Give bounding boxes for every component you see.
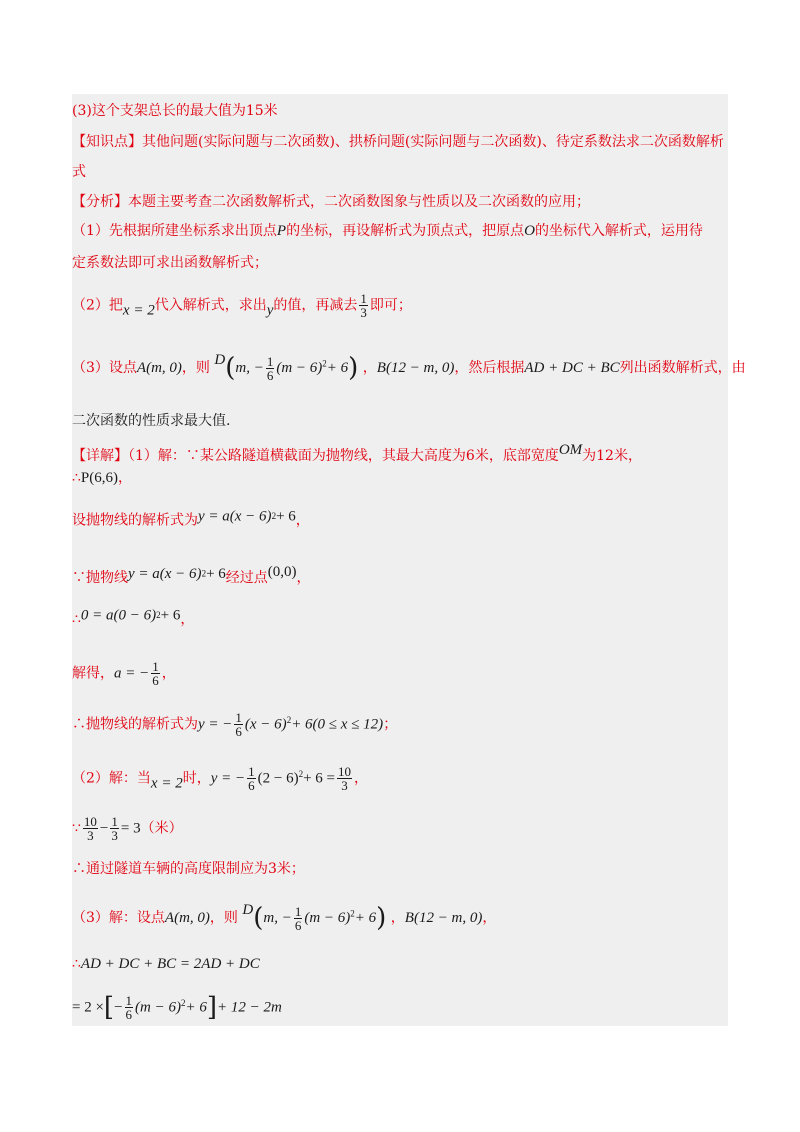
text: ， (161, 665, 176, 682)
exponent: 2 (156, 610, 161, 620)
denominator: 6 (266, 367, 274, 383)
denominator: 6 (125, 1007, 133, 1023)
math-expr: 0 = a(0 − 6) (80, 607, 157, 624)
exponent: 2 (201, 568, 207, 579)
fraction-one-sixth (266, 355, 275, 382)
text: ，则 (209, 910, 238, 926)
text: ， (295, 512, 310, 529)
math-expr: AD + DC + BC = 2AD + DC (80, 956, 260, 972)
math-expr: y = − (198, 716, 233, 733)
text: 经过点 (225, 570, 268, 586)
math-expr: y = a(x − 6) (128, 566, 202, 582)
math-expr: (x − 6) (244, 716, 287, 733)
math-P: P (276, 223, 287, 239)
math-point-B: B(12 − m, 0) (404, 910, 483, 926)
numerator: 10 (83, 814, 97, 829)
analysis-step-3 (72, 350, 746, 382)
math-expr: + 6 (206, 566, 226, 582)
math-expr: − (99, 820, 109, 837)
math-point-D: D (242, 902, 254, 918)
analysis-step-1-cont (72, 253, 268, 273)
math-expr: + 6 (276, 508, 296, 525)
denominator: 3 (360, 305, 367, 320)
detail-part-2 (72, 764, 368, 794)
text: 设抛物线的解析式为 (72, 512, 198, 529)
paren-close: ) (376, 903, 387, 933)
text: 的坐标代入解析式，运用待 (534, 223, 703, 239)
math-origin: (0,0) (267, 564, 297, 580)
math-x-eq-2: x = 2 (122, 302, 155, 319)
math-point-D: D (214, 352, 226, 368)
detail-heading (72, 440, 642, 466)
numerator: 1 (235, 710, 242, 726)
therefore-symbol: ∴ (72, 956, 81, 972)
therefore-symbol: ∴ (72, 470, 81, 486)
analysis-step-1 (72, 221, 703, 241)
knowledge-text-cont: 式 (72, 164, 86, 180)
math-y: y (266, 302, 274, 319)
numerator: 1 (360, 291, 367, 306)
knowledge-points (72, 132, 724, 152)
detail-line-diff (72, 815, 183, 842)
math-text: (m − 6) (135, 999, 181, 1016)
fraction-one-sixth (125, 994, 134, 1021)
fraction-one-sixth (294, 905, 303, 932)
knowledge-text: 【知识点】其他问题(实际问题与二次函数)、拱桥问题(实际问题与二次函数)、待定系数法求二次函数解析 (72, 134, 724, 150)
math-text: + 6 (326, 360, 349, 376)
because-symbol: ∵ (72, 820, 81, 837)
math-expr: y = − (210, 770, 246, 787)
analysis-text: 【分析】本题主要考查二次函数解析式，二次函数图象与性质以及二次函数的应用； (72, 194, 590, 210)
exponent: 2 (181, 998, 186, 1008)
fraction-one-third (359, 292, 368, 319)
detail-part-3 (72, 900, 496, 932)
detail-line-total (72, 954, 260, 974)
text: ， (362, 360, 377, 376)
text: 【详解】（1）解：∵某公路隧道横截面为抛物线，其最大高度为6米，底部宽度 (72, 448, 559, 464)
text: （米） (140, 820, 183, 837)
detail-line-substitute (72, 605, 194, 630)
knowledge-points-cont (72, 162, 86, 182)
math-text: + 6 (185, 999, 207, 1016)
text: 定系数法即可求出函数解析式； (72, 255, 268, 271)
numerator: 1 (294, 903, 302, 919)
math-text: (m − 6) (276, 360, 323, 376)
detail-line-set (72, 506, 310, 531)
math-expr: y = a(x − 6) (198, 508, 272, 525)
denominator: 6 (152, 673, 159, 688)
analysis-heading (72, 192, 590, 212)
math-text: m, − (235, 360, 264, 376)
math-expr: + 6 (160, 607, 181, 624)
fraction-one-sixth (151, 660, 160, 687)
math-O: O (524, 223, 535, 239)
exponent: 2 (322, 358, 327, 369)
math-expr: (2 − 6) (257, 770, 299, 787)
detail-line-expand: = 2 ×[− $\frac{1}{6}$ $(m - 6)^2+ 6]+ 12 - 2m$ (72, 992, 282, 1023)
math-text: + 6 (354, 910, 377, 926)
math-expr: + 6 = (303, 770, 335, 787)
detail-line-P (72, 468, 132, 488)
fraction-one-third (110, 815, 119, 842)
text: （3）设点 (72, 360, 137, 376)
text: ∴通过隧道车辆的高度限制应为3米； (72, 861, 305, 877)
text: ， (353, 770, 368, 787)
text: ∴抛物线的解析式为 (72, 716, 198, 733)
paren-open: ( (253, 903, 264, 933)
exponent: 2 (298, 769, 304, 779)
fraction-one-sixth (247, 765, 256, 792)
text: （2）解：当 (72, 770, 151, 787)
text: ； (383, 716, 398, 733)
exponent: 2 (286, 715, 292, 725)
text: 即可； (369, 297, 412, 314)
fraction-one-sixth (234, 711, 243, 738)
detail-line-solve (72, 660, 176, 687)
math-expr: = 3 (120, 820, 141, 837)
denominator: 3 (87, 828, 94, 843)
numerator: 1 (111, 814, 118, 829)
analysis-step-3-cont (72, 411, 230, 431)
math-expr: + 6(0 ≤ x ≤ 12) (291, 716, 384, 733)
numerator: 1 (266, 353, 274, 369)
text: ， (390, 910, 405, 926)
denominator: 6 (294, 917, 302, 933)
denominator: 6 (248, 778, 255, 794)
paren-close: ) (348, 353, 359, 383)
text: ， (482, 910, 497, 926)
exponent: 2 (271, 511, 277, 521)
text: 解得， (72, 665, 114, 682)
numerator: 1 (125, 993, 133, 1009)
paren-open: ( (225, 353, 236, 383)
text: （2）把 (72, 297, 123, 314)
detail-line-limit (72, 859, 305, 879)
text: 时， (182, 770, 211, 787)
math-sum: AD + DC + BC (524, 360, 620, 376)
numerator: 10 (337, 764, 351, 780)
math-point-B: B(12 − m, 0) (376, 360, 455, 376)
fraction-ten-thirds (83, 815, 98, 842)
math-text: m, − (263, 910, 292, 926)
math-expr: a = − (114, 665, 150, 682)
text: （1）先根据所建坐标系求出顶点 (72, 223, 277, 239)
math-P: P(6,6) (80, 470, 119, 486)
exponent: 2 (350, 908, 355, 919)
numerator: 1 (248, 764, 255, 780)
bracket-open: [ (103, 992, 115, 1023)
text: 二次函数的性质求最大值. (72, 413, 231, 429)
line-result-3 (72, 101, 278, 121)
math-point-A: A(m, 0) (136, 360, 182, 376)
text: （3）解：设点 (72, 910, 165, 926)
math-point-A: A(m, 0) (164, 910, 210, 926)
text: ，则 (181, 360, 210, 376)
text: ， (180, 611, 195, 628)
text: ，然后根据 (454, 360, 525, 376)
math-expr: + 12 − 2m (217, 999, 282, 1016)
text: 为12米， (582, 448, 642, 464)
math-x-eq-2: x = 2 (150, 775, 183, 792)
text: ∵抛物线 (72, 570, 128, 586)
detail-line-passes (72, 562, 311, 588)
therefore-symbol: ∴ (72, 611, 81, 628)
math-OM: OM (558, 442, 583, 458)
bracket-close: ] (206, 992, 218, 1023)
text: 列出函数解析式，由 (619, 360, 746, 376)
math-expr: = 2 × (72, 999, 104, 1016)
denominator: 6 (235, 724, 242, 740)
text: 的坐标，再设解析式为顶点式，把原点 (286, 223, 525, 239)
denominator: 3 (111, 828, 118, 843)
text: 的值，再减去 (273, 297, 358, 314)
denominator: 3 (341, 778, 348, 794)
text: ， (118, 470, 133, 486)
text: 代入解析式，求出 (154, 297, 267, 314)
text: ， (296, 570, 311, 586)
fraction-ten-thirds (337, 765, 352, 792)
detail-line-result (72, 710, 397, 738)
numerator: 1 (152, 659, 159, 674)
analysis-step-2 (72, 292, 412, 321)
math-text: (m − 6) (304, 910, 351, 926)
result-text: (3)这个支架总长的最大值为15米 (72, 103, 278, 119)
